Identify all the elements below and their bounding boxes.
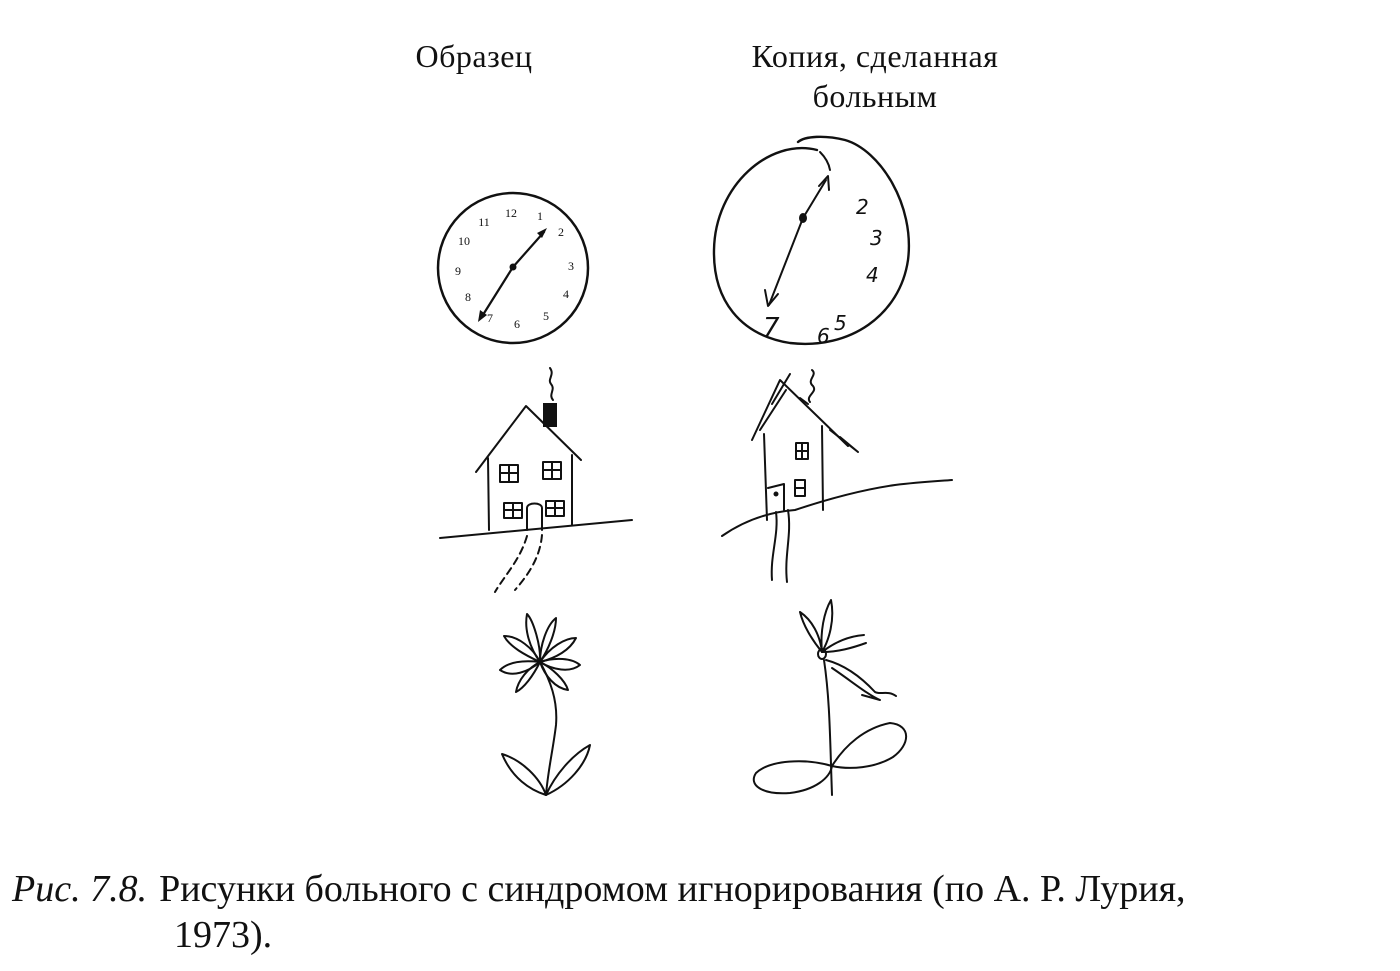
copy-flower xyxy=(754,600,906,795)
copy-house xyxy=(722,370,952,582)
copy-clock-num-2: 2 xyxy=(856,195,869,219)
clock-num-2: 2 xyxy=(558,225,564,239)
sample-clock xyxy=(438,193,588,343)
clock-num-4: 4 xyxy=(563,287,569,301)
sample-header: Образец xyxy=(415,38,533,74)
caption-line2: 1973). xyxy=(174,914,273,956)
caption-label: Рис. 7.8. xyxy=(12,868,148,910)
copy-clock-num-5: 5 xyxy=(834,311,847,335)
clock-num-9: 9 xyxy=(455,264,461,278)
copy-clock-num-6: 6 xyxy=(817,324,830,348)
copy-clock-num-3: 3 xyxy=(870,226,883,250)
clock-num-1: 1 xyxy=(537,209,543,223)
clock-num-12: 12 xyxy=(505,206,517,220)
clock-num-8: 8 xyxy=(465,290,471,304)
caption-line1: Рисунки больного с синдромом игнорирования (по А. Р. Лурия, xyxy=(159,868,1186,910)
copy-clock-num-7: 7 xyxy=(763,313,780,343)
clock-num-7: 7 xyxy=(487,311,493,325)
copy-clock xyxy=(714,137,909,348)
sample-flower xyxy=(500,614,590,795)
clock-num-3: 3 xyxy=(568,259,574,273)
figure-caption xyxy=(12,866,1382,958)
clock-num-6: 6 xyxy=(514,317,520,331)
copy-header-line2: больным xyxy=(812,78,938,114)
clock-num-10: 10 xyxy=(458,234,470,248)
clock-num-5: 5 xyxy=(543,309,549,323)
clock-num-11: 11 xyxy=(478,215,490,229)
sample-house xyxy=(440,368,632,592)
copy-header-line1: Копия, сделанная xyxy=(751,38,999,74)
copy-clock-num-4: 4 xyxy=(866,263,879,287)
